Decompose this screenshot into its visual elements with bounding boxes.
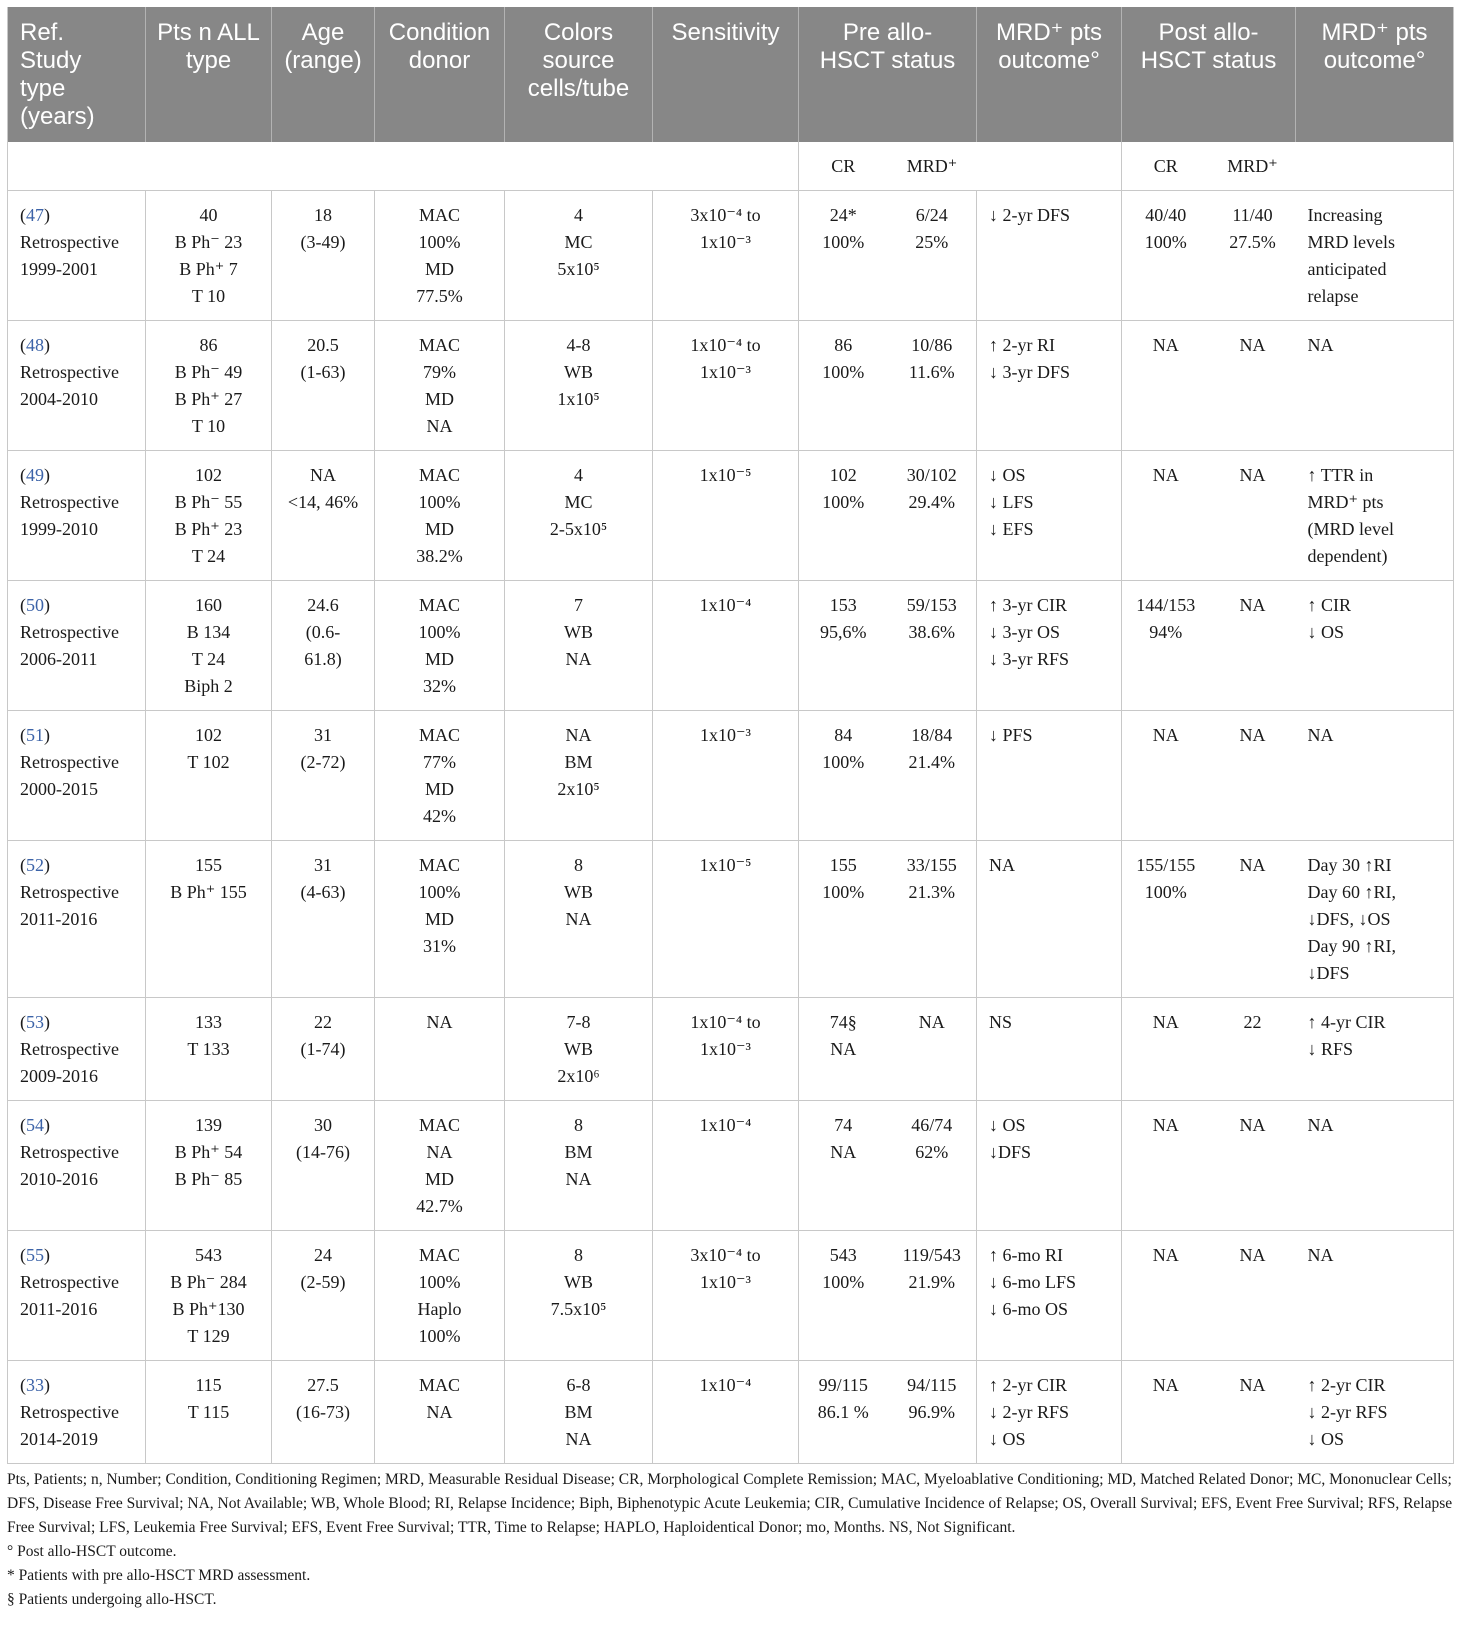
cell-colors: 7-8 WB 2x10⁶	[505, 998, 653, 1101]
cell-sens: 1x10⁻⁵	[653, 451, 799, 581]
cell-ref-study: (54) Retrospective 2010-2016	[8, 1101, 146, 1231]
table-footnotes	[7, 1468, 1453, 1612]
subheader-empty	[505, 142, 653, 191]
cell-pts: 86 B Ph⁻ 49 B Ph⁺ 27 T 10	[146, 321, 272, 451]
cell-post-cr: NA	[1122, 321, 1210, 451]
cell-post-cr: NA	[1122, 451, 1210, 581]
cell-colors: 8 WB 7.5x10⁵	[505, 1231, 653, 1361]
subheader-empty	[146, 142, 272, 191]
cell-age: NA <14, 46%	[272, 451, 375, 581]
cell-ref-study: (47) Retrospective 1999-2001	[8, 191, 146, 321]
cell-pre-cr: 543 100%	[799, 1231, 888, 1361]
column-header-6: Pre allo- HSCT status	[799, 7, 977, 142]
cell-pre-mrd: 18/84 21.4%	[888, 711, 977, 841]
cell-pre-out: ↓ PFS	[977, 711, 1122, 841]
cell-colors: 6-8 BM NA	[505, 1361, 653, 1464]
cell-post-mrd: NA	[1210, 451, 1296, 581]
footnote-asterisk: * Patients with pre allo-HSCT MRD assessment.	[7, 1567, 311, 1584]
cell-ref-study: (33) Retrospective 2014-2019	[8, 1361, 146, 1464]
reference-link[interactable]: 55	[26, 1245, 44, 1265]
cell-post-out: ↑ TTR in MRD⁺ pts (MRD level dependent)	[1296, 451, 1454, 581]
column-header-8: Post allo- HSCT status	[1122, 7, 1296, 142]
cell-pre-mrd: 10/86 11.6%	[888, 321, 977, 451]
subheader-post-cr: CR	[1122, 142, 1210, 191]
mrd-studies-table	[7, 7, 1454, 1464]
cell-cond: MAC 100% MD 32%	[375, 581, 505, 711]
cell-sens: 1x10⁻⁴	[653, 581, 799, 711]
column-header-2: Age (range)	[272, 7, 375, 142]
cell-post-out: Increasing MRD levels anticipated relapse	[1296, 191, 1454, 321]
column-header-0: Ref. Study type (years)	[8, 7, 146, 142]
subheader-pre-cr: CR	[799, 142, 888, 191]
cell-pre-cr: 24* 100%	[799, 191, 888, 321]
cell-sens: 1x10⁻⁴	[653, 1101, 799, 1231]
subheader-empty	[1296, 142, 1454, 191]
cell-pre-mrd: 33/155 21.3%	[888, 841, 977, 998]
cell-age: 24 (2-59)	[272, 1231, 375, 1361]
table-row	[8, 998, 1454, 1101]
cell-pts: 543 B Ph⁻ 284 B Ph⁺130 T 129	[146, 1231, 272, 1361]
cell-colors: 4-8 WB 1x10⁵	[505, 321, 653, 451]
table-row	[8, 1361, 1454, 1464]
cell-age: 27.5 (16-73)	[272, 1361, 375, 1464]
cell-post-mrd: NA	[1210, 711, 1296, 841]
cell-post-cr: 40/40 100%	[1122, 191, 1210, 321]
cell-sens: 1x10⁻⁵	[653, 841, 799, 998]
subheader-empty	[977, 142, 1122, 191]
table-row	[8, 451, 1454, 581]
table-row	[8, 191, 1454, 321]
cell-pre-out: ↑ 2-yr CIR ↓ 2-yr RFS ↓ OS	[977, 1361, 1122, 1464]
cell-ref-study: (52) Retrospective 2011-2016	[8, 841, 146, 998]
cell-colors: 4 MC 5x10⁵	[505, 191, 653, 321]
reference-link[interactable]: 33	[26, 1375, 44, 1395]
cell-post-mrd: 22	[1210, 998, 1296, 1101]
column-header-5: Sensitivity	[653, 7, 799, 142]
cell-post-cr: NA	[1122, 1361, 1210, 1464]
cell-pre-out: ↑ 6-mo RI ↓ 6-mo LFS ↓ 6-mo OS	[977, 1231, 1122, 1361]
table-row	[8, 841, 1454, 998]
cell-pre-out: ↓ OS ↓DFS	[977, 1101, 1122, 1231]
cell-cond: MAC 100% Haplo 100%	[375, 1231, 505, 1361]
column-header-9: MRD⁺ pts outcome°	[1296, 7, 1454, 142]
reference-link[interactable]: 51	[26, 725, 44, 745]
cell-pre-mrd: 30/102 29.4%	[888, 451, 977, 581]
cell-post-cr: NA	[1122, 711, 1210, 841]
cell-post-mrd: NA	[1210, 1231, 1296, 1361]
table-body	[8, 142, 1454, 1464]
cell-pre-mrd: 94/115 96.9%	[888, 1361, 977, 1464]
cell-age: 31 (4-63)	[272, 841, 375, 998]
subheader-empty	[8, 142, 146, 191]
cell-ref-study: (48) Retrospective 2004-2010	[8, 321, 146, 451]
cell-pre-cr: 102 100%	[799, 451, 888, 581]
table-row	[8, 1101, 1454, 1231]
cell-pre-mrd: 6/24 25%	[888, 191, 977, 321]
header-row	[8, 7, 1454, 142]
cell-age: 18 (3-49)	[272, 191, 375, 321]
cell-pts: 139 B Ph⁺ 54 B Ph⁻ 85	[146, 1101, 272, 1231]
cell-ref-study: (55) Retrospective 2011-2016	[8, 1231, 146, 1361]
cell-pre-out: ↑ 3-yr CIR ↓ 3-yr OS ↓ 3-yr RFS	[977, 581, 1122, 711]
cell-sens: 1x10⁻⁴ to 1x10⁻³	[653, 321, 799, 451]
cell-pre-cr: 153 95,6%	[799, 581, 888, 711]
cell-pre-cr: 99/115 86.1 %	[799, 1361, 888, 1464]
cell-cond: MAC 100% MD 77.5%	[375, 191, 505, 321]
cell-colors: 4 MC 2-5x10⁵	[505, 451, 653, 581]
cell-cond: NA	[375, 998, 505, 1101]
cell-ref-study: (50) Retrospective 2006-2011	[8, 581, 146, 711]
cell-post-out: Day 30 ↑RI Day 60 ↑RI, ↓DFS, ↓OS Day 90 ↑RI, ↓DFS	[1296, 841, 1454, 998]
cell-age: 31 (2-72)	[272, 711, 375, 841]
cell-pts: 40 B Ph⁻ 23 B Ph⁺ 7 T 10	[146, 191, 272, 321]
cell-post-out: NA	[1296, 1101, 1454, 1231]
cell-pts: 102 B Ph⁻ 55 B Ph⁺ 23 T 24	[146, 451, 272, 581]
cell-pre-out: ↓ 2-yr DFS	[977, 191, 1122, 321]
cell-colors: 8 BM NA	[505, 1101, 653, 1231]
cell-pre-mrd: NA	[888, 998, 977, 1101]
cell-cond: MAC 100% MD 31%	[375, 841, 505, 998]
footnote-section: § Patients undergoing allo-HSCT.	[7, 1591, 217, 1608]
cell-ref-study: (49) Retrospective 1999-2010	[8, 451, 146, 581]
cell-sens: 1x10⁻⁴ to 1x10⁻³	[653, 998, 799, 1101]
cell-pre-cr: 74§ NA	[799, 998, 888, 1101]
cell-pts: 155 B Ph⁺ 155	[146, 841, 272, 998]
cell-age: 20.5 (1-63)	[272, 321, 375, 451]
cell-pre-mrd: 46/74 62%	[888, 1101, 977, 1231]
reference-link[interactable]: 54	[26, 1115, 44, 1135]
subheader-empty	[653, 142, 799, 191]
cell-cond: MAC 77% MD 42%	[375, 711, 505, 841]
cell-pre-out: NS	[977, 998, 1122, 1101]
cell-ref-study: (53) Retrospective 2009-2016	[8, 998, 146, 1101]
column-header-3: Condition donor	[375, 7, 505, 142]
cell-pts: 160 B 134 T 24 Biph 2	[146, 581, 272, 711]
cell-post-mrd: NA	[1210, 1361, 1296, 1464]
reference-link[interactable]: 50	[26, 595, 44, 615]
cell-colors: NA BM 2x10⁵	[505, 711, 653, 841]
cell-colors: 7 WB NA	[505, 581, 653, 711]
subheader-empty	[375, 142, 505, 191]
cell-pre-cr: 86 100%	[799, 321, 888, 451]
cell-cond: MAC 100% MD 38.2%	[375, 451, 505, 581]
footnote-degree: ° Post allo-HSCT outcome.	[7, 1543, 177, 1560]
cell-post-mrd: NA	[1210, 321, 1296, 451]
cell-pre-cr: 155 100%	[799, 841, 888, 998]
cell-pre-mrd: 59/153 38.6%	[888, 581, 977, 711]
cell-sens: 1x10⁻⁴	[653, 1361, 799, 1464]
cell-cond: MAC NA MD 42.7%	[375, 1101, 505, 1231]
cell-sens: 1x10⁻³	[653, 711, 799, 841]
footnote-abbreviations: Pts, Patients; n, Number; Condition, Conditioning Regimen; MRD, Measurable Residual Disease; CR, Morphological Complete Remission; MAC, Myeloablative Conditioning; MD, Matched Related Donor; MC, Mononuclear Cells; DFS, Disease Free Survival; NA, Not Available; WB, Whole Blood; RI, Relapse Incidence; Biph, Biphenotypic Acute Leukemia; CIR, Cumulative Incidence of Relapse; OS, Overall Survival; EFS, Event Free Survival; RFS, Relapse Free Survival; LFS, Leukemia Free Survival; EFS, Event Free Survival; TTR, Time to Relapse; HAPLO, Haploidentical Donor; mo, Months. NS, Not Significant.	[7, 1471, 1453, 1536]
cell-post-mrd: 11/40 27.5%	[1210, 191, 1296, 321]
cell-pre-out: NA	[977, 841, 1122, 998]
cell-post-mrd: NA	[1210, 1101, 1296, 1231]
cell-pts: 102 T 102	[146, 711, 272, 841]
reference-link[interactable]: 52	[26, 855, 44, 875]
cell-pts: 115 T 115	[146, 1361, 272, 1464]
cell-sens: 3x10⁻⁴ to 1x10⁻³	[653, 1231, 799, 1361]
table-row	[8, 1231, 1454, 1361]
reference-link[interactable]: 49	[26, 465, 44, 485]
cell-pre-out: ↓ OS ↓ LFS ↓ EFS	[977, 451, 1122, 581]
cell-pts: 133 T 133	[146, 998, 272, 1101]
cell-cond: MAC 79% MD NA	[375, 321, 505, 451]
reference-link[interactable]: 48	[26, 335, 44, 355]
subheader-empty	[272, 142, 375, 191]
column-header-7: MRD⁺ pts outcome°	[977, 7, 1122, 142]
cell-age: 30 (14-76)	[272, 1101, 375, 1231]
cell-post-out: ↑ 4-yr CIR ↓ RFS	[1296, 998, 1454, 1101]
cell-post-cr: NA	[1122, 1231, 1210, 1361]
cell-post-out: NA	[1296, 1231, 1454, 1361]
cell-age: 24.6 (0.6- 61.8)	[272, 581, 375, 711]
cell-post-cr: NA	[1122, 1101, 1210, 1231]
cell-post-cr: 155/155 100%	[1122, 841, 1210, 998]
cell-pre-mrd: 119/543 21.9%	[888, 1231, 977, 1361]
cell-post-out: NA	[1296, 321, 1454, 451]
cell-pre-cr: 84 100%	[799, 711, 888, 841]
table-row	[8, 321, 1454, 451]
cell-age: 22 (1-74)	[272, 998, 375, 1101]
cell-post-out: ↑ 2-yr CIR ↓ 2-yr RFS ↓ OS	[1296, 1361, 1454, 1464]
subheader-row	[8, 142, 1454, 191]
cell-post-out: NA	[1296, 711, 1454, 841]
cell-post-cr: NA	[1122, 998, 1210, 1101]
cell-post-out: ↑ CIR ↓ OS	[1296, 581, 1454, 711]
reference-link[interactable]: 53	[26, 1012, 44, 1032]
cell-sens: 3x10⁻⁴ to 1x10⁻³	[653, 191, 799, 321]
table-row	[8, 581, 1454, 711]
subheader-post-mrd: MRD⁺	[1210, 142, 1296, 191]
column-header-1: Pts n ALL type	[146, 7, 272, 142]
cell-pre-out: ↑ 2-yr RI ↓ 3-yr DFS	[977, 321, 1122, 451]
cell-pre-cr: 74 NA	[799, 1101, 888, 1231]
cell-post-mrd: NA	[1210, 841, 1296, 998]
column-header-4: Colors source cells/tube	[505, 7, 653, 142]
cell-ref-study: (51) Retrospective 2000-2015	[8, 711, 146, 841]
cell-cond: MAC NA	[375, 1361, 505, 1464]
reference-link[interactable]: 47	[26, 205, 44, 225]
table-row	[8, 711, 1454, 841]
cell-colors: 8 WB NA	[505, 841, 653, 998]
subheader-pre-mrd: MRD⁺	[888, 142, 977, 191]
cell-post-cr: 144/153 94%	[1122, 581, 1210, 711]
table-container	[7, 7, 1453, 1464]
cell-post-mrd: NA	[1210, 581, 1296, 711]
